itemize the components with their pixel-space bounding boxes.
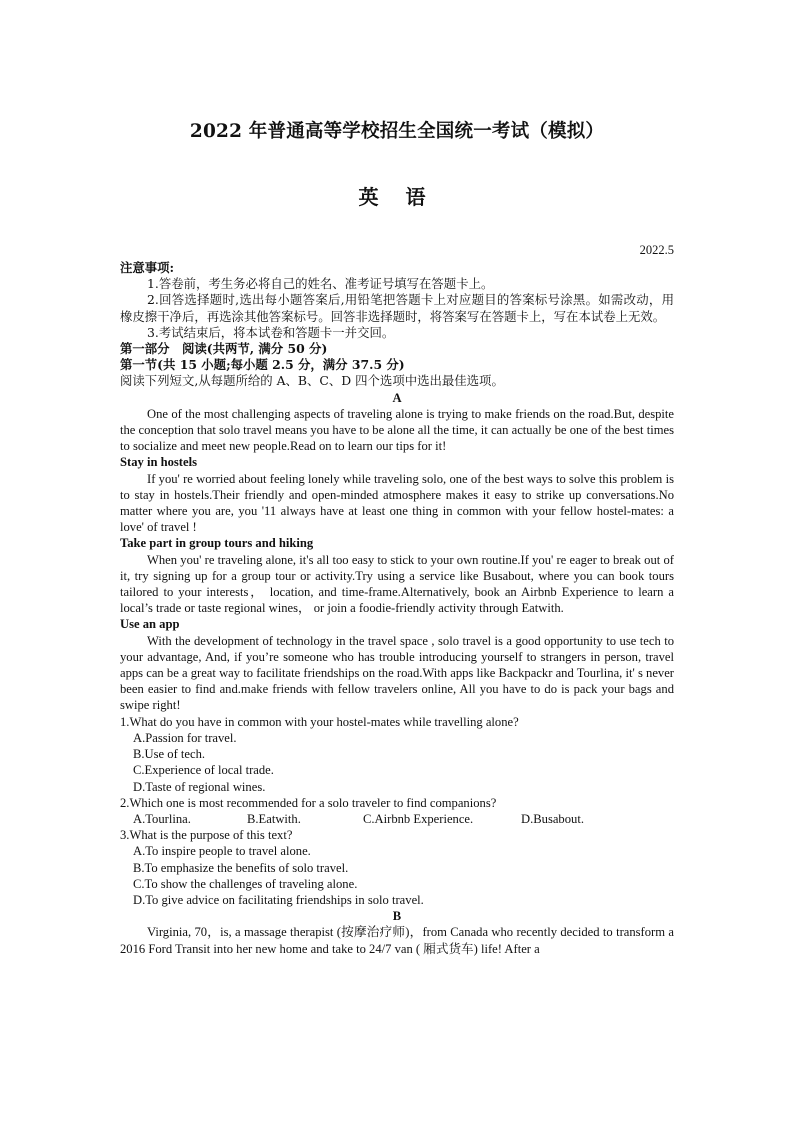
exam-date: 2022.5 bbox=[639, 243, 674, 257]
passage-a-label: A bbox=[392, 390, 402, 405]
question-2-option-a: A.Tourlina. bbox=[133, 811, 191, 826]
question-1-option-b: B.Use of tech. bbox=[133, 747, 206, 762]
section-heading-group-tours: Take part in group tours and hiking bbox=[120, 536, 314, 551]
note-item-1: 1.答卷前，考生务必将自己的姓名、准考证号填写在答题卡上。 bbox=[147, 276, 494, 292]
note-item-3: 3.考试结束后，将本试卷和答题卡一并交回。 bbox=[147, 324, 395, 340]
question-1-option-a: A.Passion for travel. bbox=[133, 730, 237, 745]
question-3-option-d: D.To give advice on facilitating friendships in solo travel. bbox=[133, 892, 424, 907]
question-2-options bbox=[120, 811, 674, 827]
passage-b-text: Virginia, 70，is, a massage therapist (按摩治疗师)，from Canada who recently decided to transform a 2016 Ford Transit into her new home and take to 24/7 van ( 厢式货车) life! After a bbox=[120, 925, 674, 956]
question-1-option-d: D.Taste of regional wines. bbox=[133, 779, 266, 794]
question-3-option-a: A.To inspire people to travel alone. bbox=[133, 844, 311, 859]
passage-a-intro: One of the most challenging aspects of traveling alone is trying to make friends on the road.But, despite the conception that solo travel means you have to be alone all the time, it can actually be one of the best times to socialize and meet new people.Read on to learn our tips for it! bbox=[120, 406, 674, 454]
question-3-option-b: B.To emphasize the benefits of solo travel. bbox=[133, 860, 349, 875]
question-2-option-d: D.Busabout. bbox=[521, 811, 584, 826]
note-item-2: 2.回答选择题时,选出每小题答案后,用铅笔把答题卡上对应题目的答案标号涂黑。如需改动，用橡皮擦干净后，再选涂其他答案标号。回答非选择题时，将答案写在答题卡上，写在本试卷上无效。 bbox=[120, 292, 674, 324]
section1-heading: 第一节(共 15 小题;每小题 2.5 分，满分 37.5 分) bbox=[120, 357, 405, 373]
question-1-option-c: C.Experience of local trade. bbox=[133, 763, 274, 778]
reading-instruction: 阅读下列短文,从每题所给的 A、B、C、D 四个选项中选出最佳选项。 bbox=[120, 373, 504, 389]
part1-heading: 第一部分 阅读(共两节, 满分 50 分) bbox=[120, 341, 328, 357]
section-heading-app: Use an app bbox=[120, 617, 180, 632]
question-2-option-c: C.Airbnb Experience. bbox=[363, 811, 474, 826]
question-3-option-c: C.To show the challenges of traveling alone. bbox=[133, 876, 358, 891]
passage-b-label: B bbox=[392, 909, 402, 924]
section-text-app: With the development of technology in the travel space , solo travel is a good opportunity to use tech to your advantage, And, if you’re someone who has trouble introducing yourself to strangers in person, travel apps can be a great way to facilitate friendships on the road.With apps like Backpackr and Tourlina, it' s never been easier to find and.make friends with fellow travelers online, All you have to do is pack your bags and swipe right! bbox=[120, 633, 674, 713]
section-text-group-tours: When you' re traveling alone, it's all too easy to stick to your own routine.If you' re eager to break out of it, try signing up for a group tour or activity.Try using a service like Busabout, where you can book tours tailored to your interests， location, and time-frame.Alternatively, book an Airbnb Experience to learn a local’s trade or taste regional wines， or join a foodie-friendly activity through Eatwith. bbox=[120, 552, 674, 616]
section-text-hostels: If you' re worried about feeling lonely while traveling solo, one of the best ways to solve this problem is to stay in hostels.Their friendly and open-minded atmosphere makes it easy to strike up conversations.No matter where you are, you '11 always have at least one thing in common with your fellow hostel-mates: a love' of travel ! bbox=[120, 471, 674, 535]
question-3-stem: 3.What is the purpose of this text? bbox=[120, 828, 293, 843]
question-1-stem: 1.What do you have in common with your hostel-mates while travelling alone? bbox=[120, 714, 519, 729]
question-2-stem: 2.Which one is most recommended for a solo traveler to find companions? bbox=[120, 795, 497, 810]
section-heading-hostels: Stay in hostels bbox=[120, 455, 197, 470]
exam-content bbox=[120, 260, 674, 957]
exam-title: 2022 年普通高等学校招生全国统一考试（模拟） bbox=[189, 121, 605, 142]
subject-title: 英 语 bbox=[358, 185, 436, 209]
question-2-option-b: B.Eatwith. bbox=[247, 811, 301, 826]
notes-heading: 注意事项: bbox=[120, 260, 175, 275]
